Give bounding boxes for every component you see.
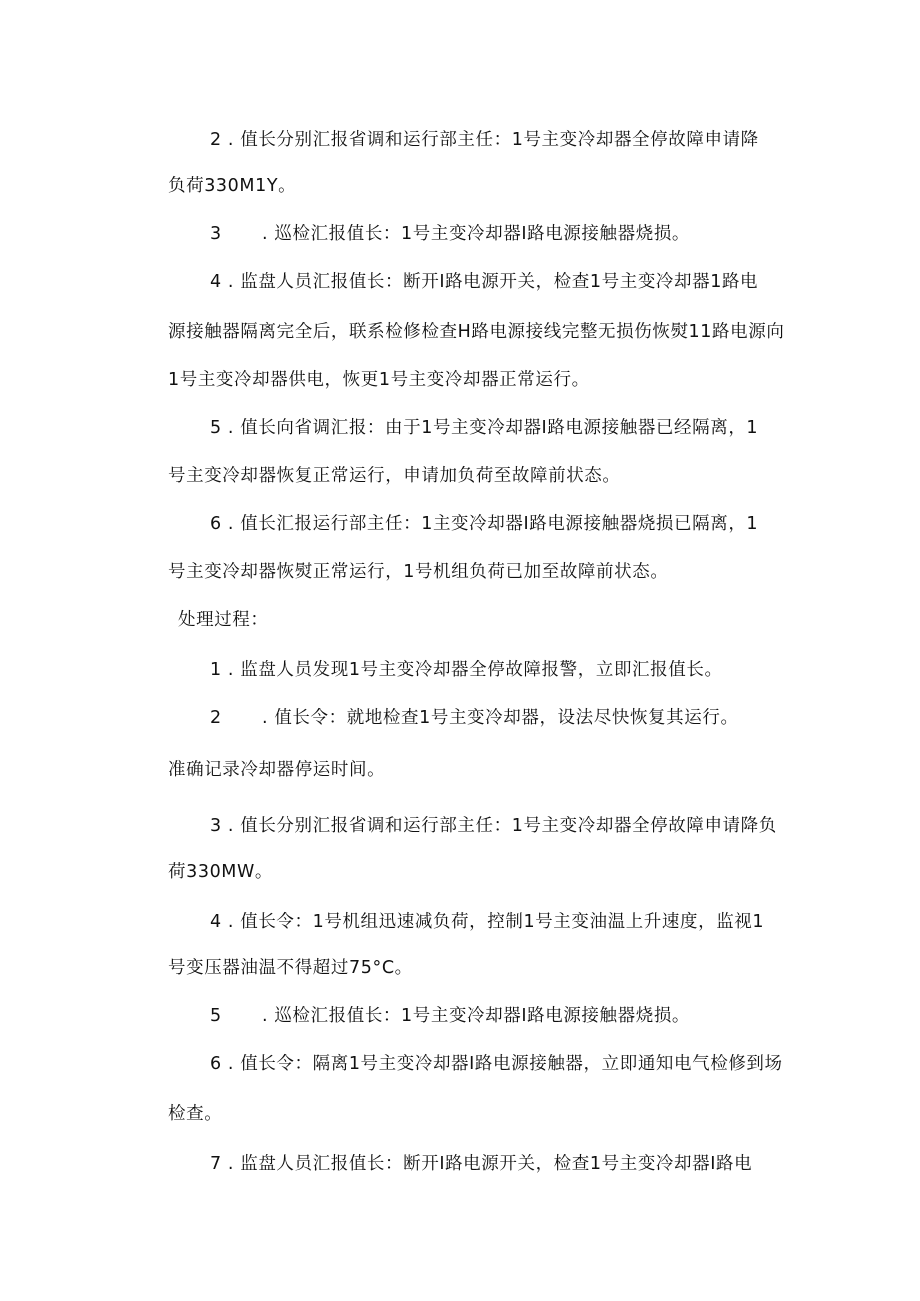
text-line: 号变压器油温不得超过75°C。 xyxy=(168,958,413,978)
text-line: 号主变冷却器恢熨正常运行，1号机组负荷已加至故障前状态。 xyxy=(168,562,669,582)
text-line: 1 . 监盘人员发现1号主变冷却器全停故障报警，立即汇报值长。 xyxy=(210,660,723,680)
section-heading: 处理过程： xyxy=(178,610,269,630)
item-text: . 巡检汇报值长：1号主变冷却器I路电源接触器烧损。 xyxy=(262,224,691,244)
text-line: 负荷330M1Y。 xyxy=(168,176,297,196)
text-line: 1号主变冷却器供电，恢更1号主变冷却器正常运行。 xyxy=(168,370,590,390)
text-line: 检查。 xyxy=(168,1104,223,1124)
text-line: 6 . 值长令：隔离1号主变冷却器I路电源接触器，立即通知电气检修到场 xyxy=(210,1054,783,1074)
text-line: 4 . 监盘人员汇报值长：断开I路电源开关，检查1号主变冷却器1路电 xyxy=(210,272,759,292)
text-line: 3 . 值长分别汇报省调和运行部主任：1号主变冷却器全停故障申请降负 xyxy=(210,816,777,836)
item-number: 3 xyxy=(210,224,222,244)
text-line: 准确记录冷却器停运时间。 xyxy=(168,760,386,780)
text-line xyxy=(210,222,690,246)
text-line xyxy=(210,1004,690,1028)
text-line: 7 . 监盘人员汇报值长：断开I路电源开关，检查1号主变冷却器I路电 xyxy=(210,1154,753,1174)
item-text: . 巡检汇报值长：1号主变冷却器I路电源接触器烧损。 xyxy=(262,1006,691,1026)
text-line xyxy=(210,706,739,730)
text-line: 4 . 值长令：1号机组迅速减负荷，控制1号主变油温上升速度，监视1 xyxy=(210,912,765,932)
item-number: 2 xyxy=(210,708,222,728)
text-line: 荷330MW。 xyxy=(168,862,274,882)
text-line: 6 . 值长汇报运行部主任：1主变冷却器I路电源接触器烧损已隔离，1 xyxy=(210,514,759,534)
text-line: 2 . 值长分别汇报省调和运行部主任：1号主变冷却器全停故障申请降 xyxy=(210,130,759,150)
item-number: 5 xyxy=(210,1006,222,1026)
text-line: 5 . 值长向省调汇报：由于1号主变冷却器I路电源接触器已经隔离，1 xyxy=(210,418,759,438)
text-line: 号主变冷却器恢复正常运行，申请加负荷至故障前状态。 xyxy=(168,466,621,486)
text-line: 源接触器隔离完全后，联系检修检查H路电源接线完整无损伤恢熨11路电源向 xyxy=(168,322,785,342)
item-text: . 值长令：就地检查1号主变冷却器，设法尽快恢复其运行。 xyxy=(262,708,739,728)
